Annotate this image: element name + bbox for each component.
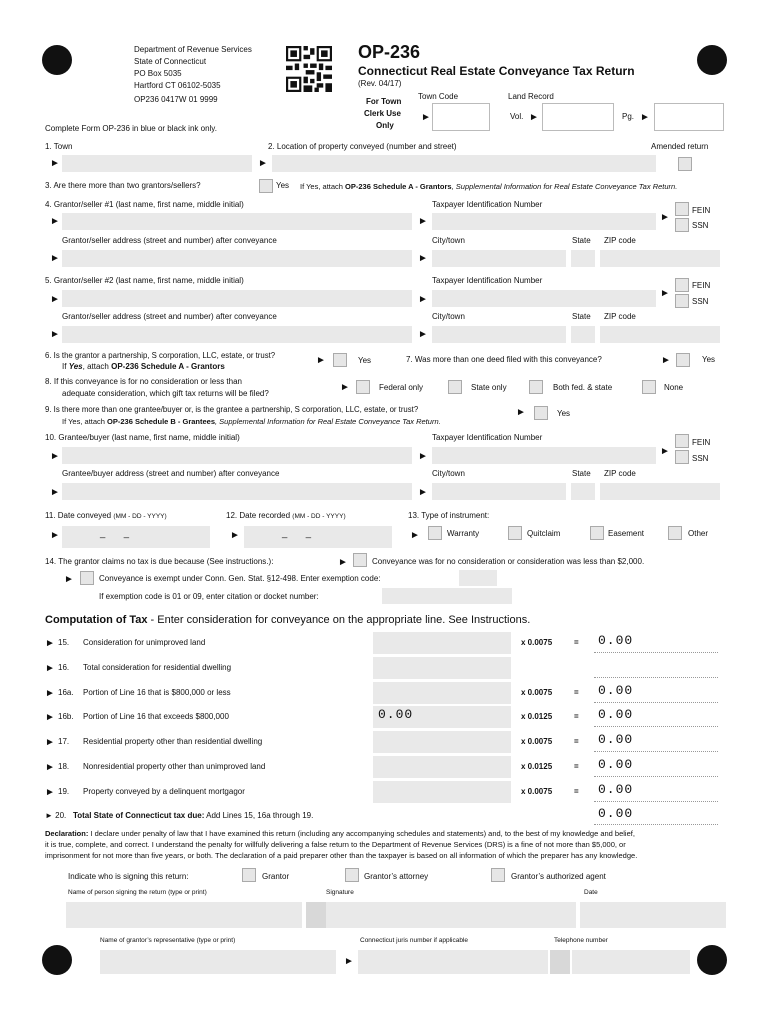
grantee-fein: FEIN [692, 438, 711, 447]
comp-consideration-field[interactable] [373, 657, 511, 679]
grantor1-addr-field[interactable] [62, 250, 412, 267]
comp-consideration-field[interactable] [373, 632, 511, 654]
arrow-icon: ► [529, 112, 539, 123]
comp-rate: x 0.0075 [521, 787, 553, 796]
form-title: Connecticut Real Estate Conveyance Tax Return [358, 64, 635, 78]
arrow-icon: ► [45, 688, 55, 699]
easement-label: Easement [608, 529, 645, 538]
comp-line-label: Residential property other than residential dwelling [83, 737, 263, 746]
comp-line-label: Portion of Line 16 that is $800,000 or less [83, 688, 231, 697]
vol-field[interactable] [542, 103, 614, 131]
date-recorded-separators: _ _ [282, 528, 312, 539]
punch-hole-top-right [697, 45, 727, 75]
grantor1-fein: FEIN [692, 206, 711, 215]
warranty-label: Warranty [447, 529, 480, 538]
punch-hole-top-left [42, 45, 72, 75]
arrow-icon: ► [45, 737, 55, 748]
line-6-note-mid: , attach [82, 362, 109, 371]
arrow-icon: ► [660, 212, 670, 223]
grantor1-zip-field[interactable] [600, 250, 720, 267]
line-20-label: ► 20. Total State of Connecticut tax due: Add Lines 15, 16a through 19. [45, 811, 314, 820]
comp-line-number: 15. [58, 638, 70, 647]
grantor2-name-field[interactable] [62, 290, 412, 307]
arrow-icon: ► [418, 487, 428, 498]
exempt-checkbox[interactable] [80, 571, 94, 585]
line-6-label: 6. Is the grantor a partnership, S corporation, LLC, estate, or trust? [45, 351, 276, 360]
punch-hole-bottom-left [42, 945, 72, 975]
arrow-icon: ► [338, 557, 348, 568]
comp-result-underline [594, 652, 718, 653]
agent-sign-label: Grantor’s authorized agent [511, 872, 606, 881]
arrow-icon: ► [45, 638, 55, 649]
grantee-city-field[interactable] [432, 483, 566, 500]
attorney-sign-label: Grantor’s attorney [364, 872, 429, 881]
line-6-note-pre: If [62, 362, 67, 371]
line-9-note-a: If Yes, attach [62, 417, 105, 426]
comp-tax-result[interactable]: 0.00 [598, 757, 634, 772]
town-clerk-2: Clerk Use [364, 109, 401, 118]
line-6-note-yes: Yes [68, 362, 83, 371]
grantor1-fein-checkbox[interactable] [675, 202, 689, 216]
declaration-head: Declaration: [45, 829, 89, 838]
rep-name-label: Name of grantor’s representative (type or print) [100, 937, 236, 944]
comp-tax-result[interactable]: 0.00 [598, 732, 634, 747]
line-11-label [45, 511, 167, 520]
dept-line-2: State of Connecticut [134, 57, 207, 66]
none-label: None [664, 383, 684, 392]
line-8-label-a: 8. If this conveyance is for no consideration or less than [45, 377, 242, 386]
citation-field[interactable] [382, 588, 512, 604]
both-label: Both fed. & state [553, 383, 613, 392]
computation-heading [45, 614, 530, 626]
comp-tax-result[interactable]: 0.00 [598, 707, 634, 722]
no-consideration-checkbox[interactable] [353, 553, 367, 567]
arrow-icon: ► [340, 382, 350, 393]
comp-line-label: Total consideration for residential dwelling [83, 663, 232, 672]
town-code-label: Town Code [418, 92, 459, 101]
line-6-yes: Yes [358, 356, 372, 365]
grantor2-ssn: SSN [692, 297, 709, 306]
line-7-yes: Yes [702, 355, 716, 364]
town-field[interactable] [62, 155, 252, 172]
grantor2-fein-checkbox[interactable] [675, 278, 689, 292]
line-1-label: 1. Town [45, 142, 73, 151]
both-checkbox[interactable] [529, 380, 543, 394]
arrow-icon: ► [45, 762, 55, 773]
signature-area[interactable] [326, 902, 576, 928]
line-10-label: 10. Grantee/buyer (last name, first name, middle initial) [45, 433, 240, 442]
comp-line-number: 19. [58, 787, 70, 796]
comp-equals: = [574, 737, 579, 746]
arrow-icon: ► [418, 216, 428, 227]
tin-label-1: Taxpayer Identification Number [432, 200, 543, 209]
grantor2-state-field[interactable] [571, 326, 595, 343]
line-20-title: Total State of Connecticut tax due: [72, 811, 205, 820]
declaration-line-2: it is true, complete, and correct. I understand the penalty for willfully delivering a false return to the Department of Revenue Services (DRS) is a fine of not more than $5,000, or [45, 840, 626, 849]
tin-label-3: Taxpayer Identification Number [432, 433, 543, 442]
rep-name-field[interactable] [100, 950, 336, 974]
comp-consideration-amount: 0.00 [378, 707, 414, 722]
grantee-fein-checkbox[interactable] [675, 434, 689, 448]
comp-line-number: 16. [58, 663, 70, 672]
quitclaim-checkbox[interactable] [508, 526, 522, 540]
grantee-zip-label: ZIP code [604, 469, 636, 478]
grantor2-addr-label: Grantor/seller address (street and number) after conveyance [62, 312, 277, 321]
arrow-icon: ► [50, 253, 60, 264]
comp-line-label: Nonresidential property other than unimproved land [83, 762, 266, 771]
grantor1-tin-field[interactable] [432, 213, 656, 230]
line-11-text: 11. Date conveyed [45, 511, 112, 520]
declaration-text-1: I declare under penalty of law that I have examined this return (including any accompanying schedules and statements) and, to the best of my knowledge and belief, [88, 829, 635, 838]
line-9-yes-checkbox[interactable] [534, 406, 548, 420]
tin-label-2: Taxpayer Identification Number [432, 276, 543, 285]
arrow-icon: ► [418, 253, 428, 264]
arrow-icon: ► [50, 158, 60, 169]
easement-checkbox[interactable] [590, 526, 604, 540]
line-12-format: (MM - DD - YYYY) [292, 513, 346, 520]
arrow-icon: ► [660, 288, 670, 299]
amended-label: Amended return [651, 142, 709, 151]
grantor2-city-label: City/town [432, 312, 465, 321]
grantor-sign-label: Grantor [262, 872, 290, 881]
town-clerk-1: For Town [366, 97, 402, 106]
federal-only-checkbox[interactable] [356, 380, 370, 394]
phone-label: Telephone number [554, 937, 608, 944]
line-9-note [62, 417, 441, 426]
grantor1-city-field[interactable] [432, 250, 566, 267]
date-field[interactable] [580, 902, 726, 928]
comp-result-underline [594, 801, 718, 802]
vol-label: Vol. [510, 112, 524, 121]
comp-equals: = [574, 762, 579, 771]
exempt-label: Conveyance is exempt under Conn. Gen. Stat. §12-498. Enter exemption code: [99, 574, 381, 583]
grantor2-ssn-checkbox[interactable] [675, 294, 689, 308]
comp-result-underline [594, 751, 718, 752]
dept-line-4: Hartford CT 06102-5035 [134, 81, 221, 90]
town-clerk-3: Only [376, 121, 394, 130]
signature-field[interactable] [306, 902, 326, 928]
line-9-note-b: OP-236 Schedule B - Grantees [107, 417, 216, 426]
phone-field-end [550, 950, 570, 974]
arrow-icon: ► [45, 787, 55, 798]
line-7-label: 7. Was more than one deed filed with this conveyance? [406, 355, 602, 364]
line-12-text: 12. Date recorded [226, 511, 291, 520]
grantor2-tin-field[interactable] [432, 290, 656, 307]
comp-line-label: Consideration for unimproved land [83, 638, 206, 647]
pg-label: Pg. [622, 112, 635, 121]
line-5-label: 5. Grantor/seller #2 (last name, first name, middle initial) [45, 276, 244, 285]
comp-equals: = [574, 712, 579, 721]
declaration-line-3: imprisonment for not more than five years, or both. The declaration of a paid preparer other than the taxpayer is based on all information of which the preparer has any knowledge. [45, 851, 638, 860]
no-consideration-label: Conveyance was for no consideration or consideration was less than $2,000. [372, 557, 645, 566]
line-3-note-b: OP-236 Schedule A - Grantors [345, 182, 452, 191]
quitclaim-label: Quitclaim [527, 529, 561, 538]
arrow-icon: ► [45, 663, 55, 674]
grantor2-state-label: State [572, 312, 591, 321]
grantor2-addr-field[interactable] [62, 326, 412, 343]
indicate-label: Indicate who is signing this return: [68, 872, 189, 881]
state-only-label: State only [471, 383, 507, 392]
line-2-label: 2. Location of property conveyed (number and street) [268, 142, 457, 151]
grantor1-addr-label: Grantor/seller address (street and number) after conveyance [62, 236, 277, 245]
line-7-yes-checkbox[interactable] [676, 353, 690, 367]
declaration-line-1 [45, 829, 635, 838]
comp-equals: = [574, 688, 579, 697]
comp-line-label: Property conveyed by a delinquent mortgagor [83, 787, 245, 796]
other-checkbox[interactable] [668, 526, 682, 540]
arrow-icon: ► [660, 446, 670, 457]
comp-line-label: Portion of Line 16 that exceeds $800,000 [83, 712, 229, 721]
arrow-icon: ► [50, 530, 60, 541]
arrow-icon: ► [230, 530, 240, 541]
date-conveyed-separators: _ _ [100, 528, 130, 539]
attorney-sign-checkbox[interactable] [345, 868, 359, 882]
line-20-rest: Add Lines 15, 16a through 19. [204, 811, 314, 820]
grantee-zip-field[interactable] [600, 483, 720, 500]
arrow-icon: ► [661, 355, 671, 366]
arrow-icon: ► [418, 294, 428, 305]
comp-rate: x 0.0125 [521, 762, 553, 771]
complete-note: Complete Form OP-236 in blue or black ink only. [45, 124, 217, 133]
line-6-yes-checkbox[interactable] [333, 353, 347, 367]
arrow-icon: ► [50, 216, 60, 227]
citation-label: If exemption code is 01 or 09, enter citation or docket number: [99, 592, 319, 601]
comp-result-underline [594, 677, 718, 678]
comp-rate: x 0.0075 [521, 638, 553, 647]
arrow-icon: ► [516, 407, 526, 418]
other-label: Other [688, 529, 709, 538]
comp-line-number: 18. [58, 762, 70, 771]
phone-field[interactable] [572, 950, 690, 974]
arrow-icon: ► [50, 329, 60, 340]
line-3-note [300, 182, 677, 191]
comp-line-number: 17. [58, 737, 70, 746]
grantor1-zip-label: ZIP code [604, 236, 636, 245]
comp-consideration-field[interactable] [373, 682, 511, 704]
line-20-result-underline [594, 824, 718, 825]
line-13-label: 13. Type of instrument: [408, 511, 490, 520]
comp-result-underline [594, 726, 718, 727]
line-3-yes: Yes [276, 181, 290, 190]
date-label: Date [584, 889, 598, 896]
grantee-tin-field[interactable] [432, 447, 656, 464]
line-3-label: 3. Are there more than two grantors/sellers? [45, 181, 201, 190]
dept-line-5: OP236 0417W 01 9999 [134, 95, 218, 104]
line-3-yes-checkbox[interactable] [259, 179, 273, 193]
grantor1-name-field[interactable] [62, 213, 412, 230]
arrow-icon: ► [421, 112, 431, 123]
arrow-icon: ► [640, 112, 650, 123]
arrow-icon: ► [418, 451, 428, 462]
line-14-label: 14. The grantor claims no tax is due because (See instructions.): [45, 557, 274, 566]
juris-field[interactable] [358, 950, 548, 974]
dept-line-3: PO Box 5035 [134, 69, 182, 78]
name-label: Name of person signing the return (type or print) [68, 889, 207, 896]
line-20-num: 20. [55, 811, 67, 820]
grantee-name-field[interactable] [62, 447, 412, 464]
revision: (Rev. 04/17) [358, 79, 402, 88]
arrow-icon: ► [418, 329, 428, 340]
arrow-icon: ► [45, 712, 55, 723]
grantor1-state-field[interactable] [571, 250, 595, 267]
arrow-icon: ► [50, 294, 60, 305]
warranty-checkbox[interactable] [428, 526, 442, 540]
grantee-city-label: City/town [432, 469, 465, 478]
grantee-state-label: State [572, 469, 591, 478]
comp-tax-result[interactable]: 0.00 [598, 683, 634, 698]
line-4-label: 4. Grantor/seller #1 (last name, first name, middle initial) [45, 200, 244, 209]
comp-consideration-field[interactable] [373, 781, 511, 803]
amended-checkbox[interactable] [678, 157, 692, 171]
line-6-note-sched: OP-236 Schedule A - Grantors [111, 362, 225, 371]
line-20-result[interactable]: 0.00 [598, 806, 634, 821]
comp-tax-result[interactable]: 0.00 [598, 782, 634, 797]
comp-consideration-field[interactable] [373, 731, 511, 753]
line-9-note-c: , Supplemental Information for Real Estate Conveyance Tax Return. [215, 417, 441, 426]
line-12-label [226, 511, 346, 520]
grantor2-zip-field[interactable] [600, 326, 720, 343]
juris-label: Connecticut juris number if applicable [360, 937, 469, 944]
qr-code-icon [286, 46, 332, 92]
pg-field[interactable] [654, 103, 724, 131]
grantor2-zip-label: ZIP code [604, 312, 636, 321]
grantor1-state-label: State [572, 236, 591, 245]
grantor1-city-label: City/town [432, 236, 465, 245]
grantee-addr-label: Grantee/buyer address (street and number) after conveyance [62, 469, 280, 478]
grantor1-ssn-checkbox[interactable] [675, 218, 689, 232]
comp-rate: x 0.0075 [521, 737, 553, 746]
computation-subtitle: - Enter consideration for conveyance on the appropriate line. See Instructions. [147, 614, 531, 626]
comp-result-underline [594, 776, 718, 777]
comp-equals: = [574, 638, 579, 647]
grantee-ssn-checkbox[interactable] [675, 450, 689, 464]
form-number: OP-236 [358, 42, 421, 62]
arrow-icon: ► [258, 158, 268, 169]
comp-rate: x 0.0075 [521, 688, 553, 697]
arrow-icon: ► [344, 956, 354, 967]
comp-line-number: 16a. [58, 688, 74, 697]
punch-hole-bottom-right [697, 945, 727, 975]
comp-equals: = [574, 787, 579, 796]
line-3-note-c: , Supplemental Information for Real Estate Conveyance Tax Return. [451, 182, 678, 191]
comp-consideration-field[interactable] [373, 756, 511, 778]
grantor2-city-field[interactable] [432, 326, 566, 343]
grantor-sign-checkbox[interactable] [242, 868, 256, 882]
arrow-icon: ► [410, 530, 420, 541]
state-only-checkbox[interactable] [448, 380, 462, 394]
line-11-format: (MM - DD - YYYY) [113, 513, 167, 520]
property-location-field[interactable] [272, 155, 656, 172]
arrow-icon: ► [64, 574, 74, 585]
dept-line-1: Department of Revenue Services [134, 45, 252, 54]
grantee-addr-field[interactable] [62, 483, 412, 500]
comp-line-number: 16b. [58, 712, 74, 721]
date-conveyed-field[interactable] [62, 526, 210, 548]
exemption-code-field[interactable] [459, 570, 497, 586]
arrow-icon: ► [316, 355, 326, 366]
signature-label: Signature [326, 889, 354, 896]
arrow-icon: ► [50, 487, 60, 498]
line-8-label-b: adequate consideration, which gift tax returns will be filed? [62, 389, 269, 398]
line-6-note [62, 362, 225, 371]
grantee-ssn: SSN [692, 454, 709, 463]
agent-sign-checkbox[interactable] [491, 868, 505, 882]
none-checkbox[interactable] [642, 380, 656, 394]
computation-title: Computation of Tax [45, 614, 148, 626]
grantor2-fein: FEIN [692, 281, 711, 290]
line-9-yes: Yes [557, 409, 571, 418]
arrow-icon: ► [50, 451, 60, 462]
comp-rate: x 0.0125 [521, 712, 553, 721]
date-recorded-field[interactable] [244, 526, 392, 548]
grantor1-ssn: SSN [692, 221, 709, 230]
grantee-state-field[interactable] [571, 483, 595, 500]
signer-name-field[interactable] [66, 902, 302, 928]
federal-only-label: Federal only [379, 383, 424, 392]
land-record-label: Land Record [508, 92, 554, 101]
town-code-field[interactable] [432, 103, 490, 131]
line-3-note-a: If Yes, attach [300, 182, 343, 191]
comp-result-underline [594, 702, 718, 703]
comp-tax-result[interactable]: 0.00 [598, 633, 634, 648]
line-9-label: 9. Is there more than one grantee/buyer or, is the grantee a partnership, S corporation, LLC, estate, or trust? [45, 405, 419, 414]
